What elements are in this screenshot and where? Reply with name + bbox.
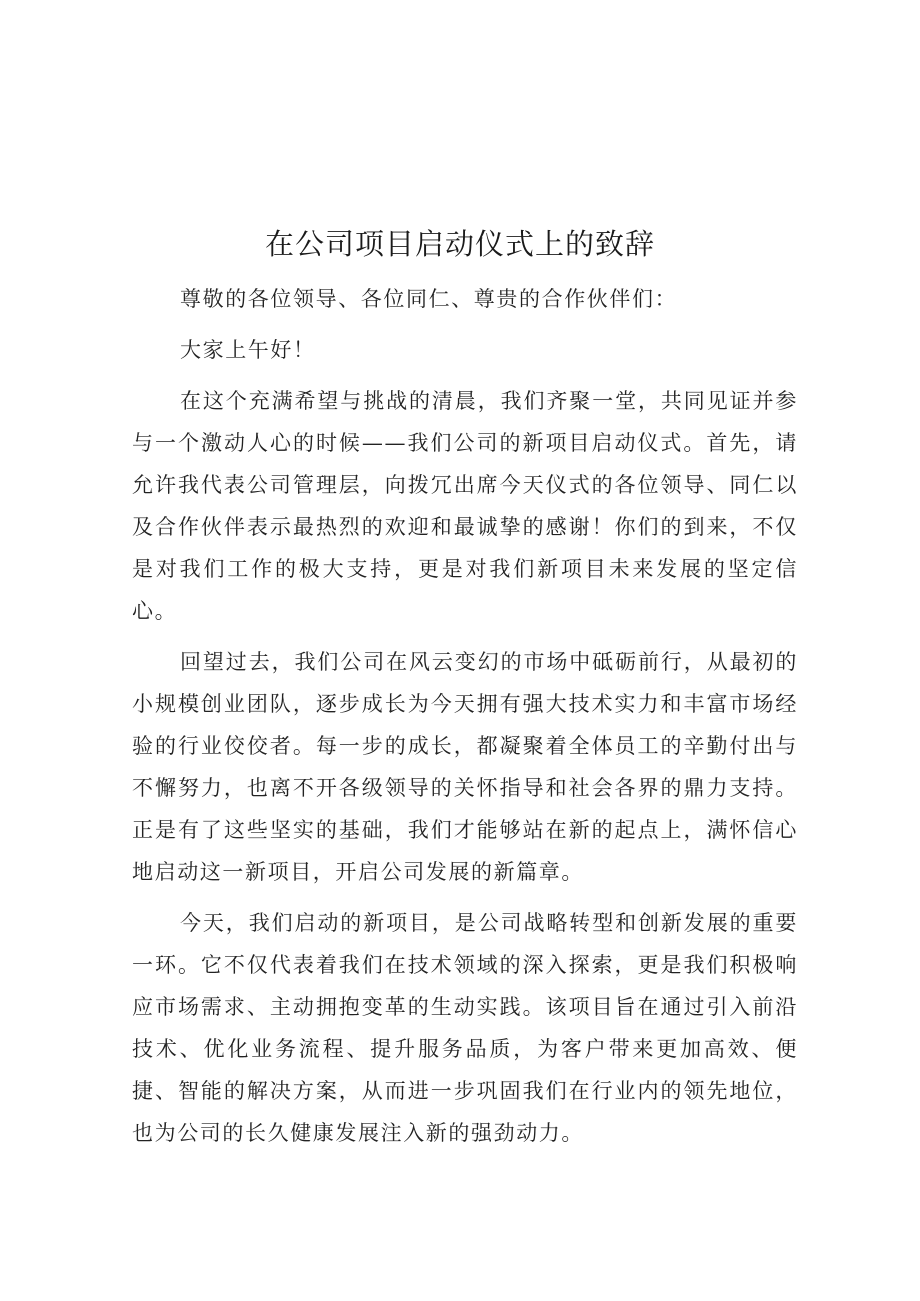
paragraph-1: 在这个充满希望与挑战的清晨，我们齐聚一堂，共同见证并参与一个激动人心的时候——我们公司的新项目启动仪式。首先，请允许我代表公司管理层，向拨冗出席今天仪式的各位领导、同仁以及合作伙伴表示最热烈的欢迎和最诚挚的感谢！你们的到来，不仅是对我们工作的极大支持，更是对我们新项目未来发展的坚定信心。 — [132, 389, 798, 623]
paragraph-3: 今天，我们启动的新项目，是公司战略转型和创新发展的重要一环。它不仅代表着我们在技术领域的深入探索，更是我们积极响应市场需求、主动拥抱变革的生动实践。该项目旨在通过引入前沿技术、优化业务流程、提升服务品质，为客户带来更加高效、便捷、智能的解决方案，从而进一步巩固我们在行业内的领先地位，也为公司的长久健康发展注入新的强劲动力。 — [132, 911, 798, 1145]
document-title: 在公司项目启动仪式上的致辞 — [264, 227, 655, 261]
paragraph-2: 回望过去，我们公司在风云变幻的市场中砥砺前行，从最初的小规模创业团队，逐步成长为今天拥有强大技术实力和丰富市场经验的行业佼佼者。每一步的成长，都凝聚着全体员工的辛勤付出与不懈努力，也离不开各级领导的关怀指导和社会各界的鼎力支持。正是有了这些坚实的基础，我们才能够站在新的起点上，满怀信心地启动这一新项目，开启公司发展的新篇章。 — [132, 650, 798, 884]
greeting: 大家上午好！ — [180, 338, 316, 362]
document-body — [132, 278, 798, 1163]
salutation: 尊敬的各位领导、各位同仁、尊贵的合作伙伴们： — [180, 287, 678, 311]
